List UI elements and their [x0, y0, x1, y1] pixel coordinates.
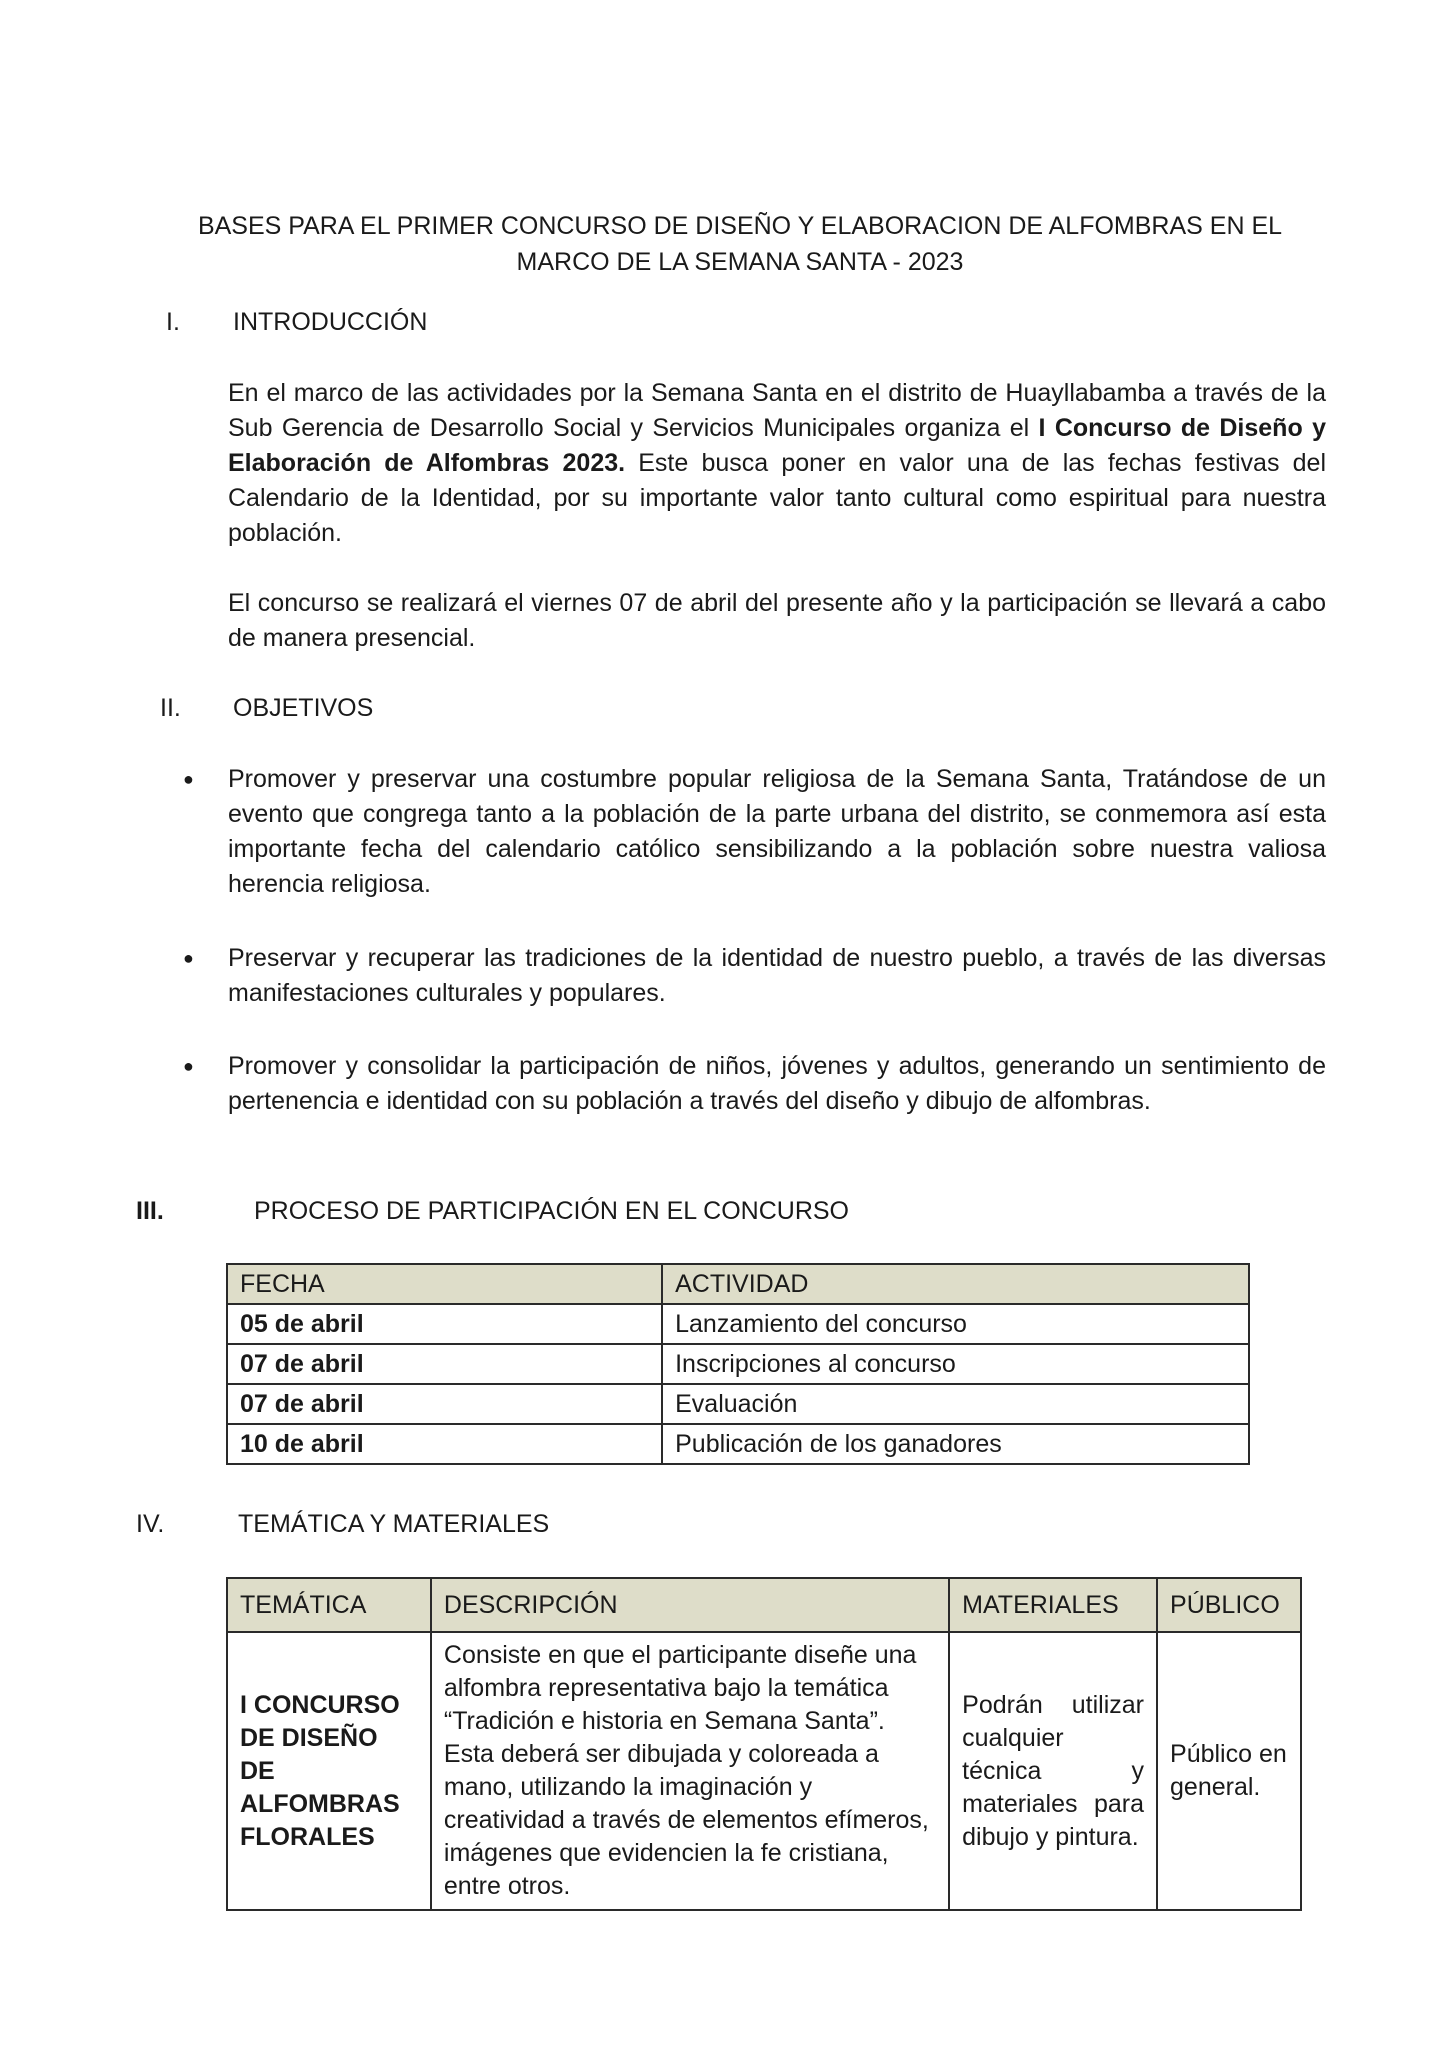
- schedule-header-actividad: ACTIVIDAD: [662, 1264, 1249, 1304]
- table-row: [227, 1304, 1249, 1344]
- themes-header-tematica: TEMÁTICA: [227, 1578, 431, 1632]
- section-themes-number: IV.: [136, 1510, 165, 1538]
- schedule-date: 07 de abril: [227, 1384, 662, 1424]
- section-intro-title: INTRODUCCIÓN: [233, 308, 428, 336]
- intro-paragraph-1: [228, 376, 1326, 551]
- schedule-date: 10 de abril: [227, 1424, 662, 1464]
- themes-table: [226, 1577, 1302, 1911]
- section-themes-title: TEMÁTICA Y MATERIALES: [238, 1510, 550, 1538]
- section-intro-number: I.: [166, 308, 180, 336]
- schedule-header-fecha: FECHA: [227, 1264, 662, 1304]
- themes-header-descripcion: DESCRIPCIÓN: [431, 1578, 949, 1632]
- objective-bullet-2: ●: [183, 948, 194, 968]
- objective-item-3: Promover y consolidar la participación de niños, jóvenes y adultos, generando un sentimiento de pertenencia e identidad con su población a través del diseño y dibujo de alfombras.: [228, 1052, 1326, 1115]
- intro-p1-bold: I Concurso de Diseño y Elaboración de Alfombras 2023.: [228, 414, 1326, 477]
- objective-bullet-1: ●: [183, 769, 194, 789]
- themes-header-materiales: MATERIALES: [949, 1578, 1157, 1632]
- schedule-table: [226, 1263, 1250, 1465]
- document-title: [150, 208, 1330, 280]
- section-process-number: III.: [136, 1197, 164, 1225]
- themes-cell-tematica: I CONCURSO DE DISEÑO DE ALFOMBRAS FLORALES: [227, 1632, 431, 1910]
- themes-header-publico: PÚBLICO: [1157, 1578, 1301, 1632]
- schedule-activity: Publicación de los ganadores: [662, 1424, 1249, 1464]
- table-row: [227, 1344, 1249, 1384]
- intro-paragraph-2: El concurso se realizará el viernes 07 de abril del presente año y la participación se llevará a cabo de manera presencial.: [228, 589, 1326, 652]
- table-row: [227, 1384, 1249, 1424]
- schedule-date: 05 de abril: [227, 1304, 662, 1344]
- intro-p1-text-b: Este busca poner en valor una de las fechas festivas del Calendario de la Identidad, por su importante valor tanto cultural como espiritual para nuestra población.: [228, 449, 1326, 547]
- schedule-activity: Lanzamiento del concurso: [662, 1304, 1249, 1344]
- themes-cell-publico: Público en general.: [1157, 1632, 1301, 1910]
- schedule-header-row: [227, 1264, 1249, 1304]
- section-objectives-title: OBJETIVOS: [233, 694, 374, 722]
- themes-cell-materiales: Podrán utilizar cualquier técnica y materiales para dibujo y pintura.: [949, 1632, 1157, 1910]
- section-objectives-number: II.: [160, 694, 181, 722]
- schedule-activity: Evaluación: [662, 1384, 1249, 1424]
- objective-item-2: Preservar y recuperar las tradiciones de la identidad de nuestro pueblo, a través de las diversas manifestaciones culturales y populares.: [228, 944, 1326, 1007]
- themes-cell-descripcion: Consiste en que el participante diseñe una alfombra representativa bajo la temática “Tradición e historia en Semana Santa”. Esta deberá ser dibujada y coloreada a mano, utilizando la imaginación y creatividad a través de elementos efímeros, imágenes que evidencien la fe cristiana, entre otros.: [431, 1632, 949, 1910]
- section-process-title: PROCESO DE PARTICIPACIÓN EN EL CONCURSO: [254, 1197, 850, 1225]
- intro-p1-text-a: En el marco de las actividades por la Semana Santa en el distrito de Huayllabamba a través de la Sub Gerencia de Desarrollo Social y Servicios Municipales organiza el: [228, 379, 1326, 442]
- document-title-line-1: BASES PARA EL PRIMER CONCURSO DE DISEÑO Y ELABORACION DE ALFOMBRAS EN EL: [197, 212, 1283, 240]
- objective-item-1: Promover y preservar una costumbre popular religiosa de la Semana Santa, Tratándose de un evento que congrega tanto a la población de la parte urbana del distrito, se conmemora así esta importante fecha del calendario católico sensibilizando a la población sobre nuestra valiosa herencia religiosa.: [228, 765, 1326, 898]
- themes-header-row: [227, 1578, 1301, 1632]
- table-row: [227, 1424, 1249, 1464]
- schedule-date: 07 de abril: [227, 1344, 662, 1384]
- document-title-line-2: MARCO DE LA SEMANA SANTA - 2023: [516, 248, 964, 276]
- table-row: [227, 1632, 1301, 1910]
- objective-bullet-3: ●: [183, 1056, 194, 1076]
- schedule-activity: Inscripciones al concurso: [662, 1344, 1249, 1384]
